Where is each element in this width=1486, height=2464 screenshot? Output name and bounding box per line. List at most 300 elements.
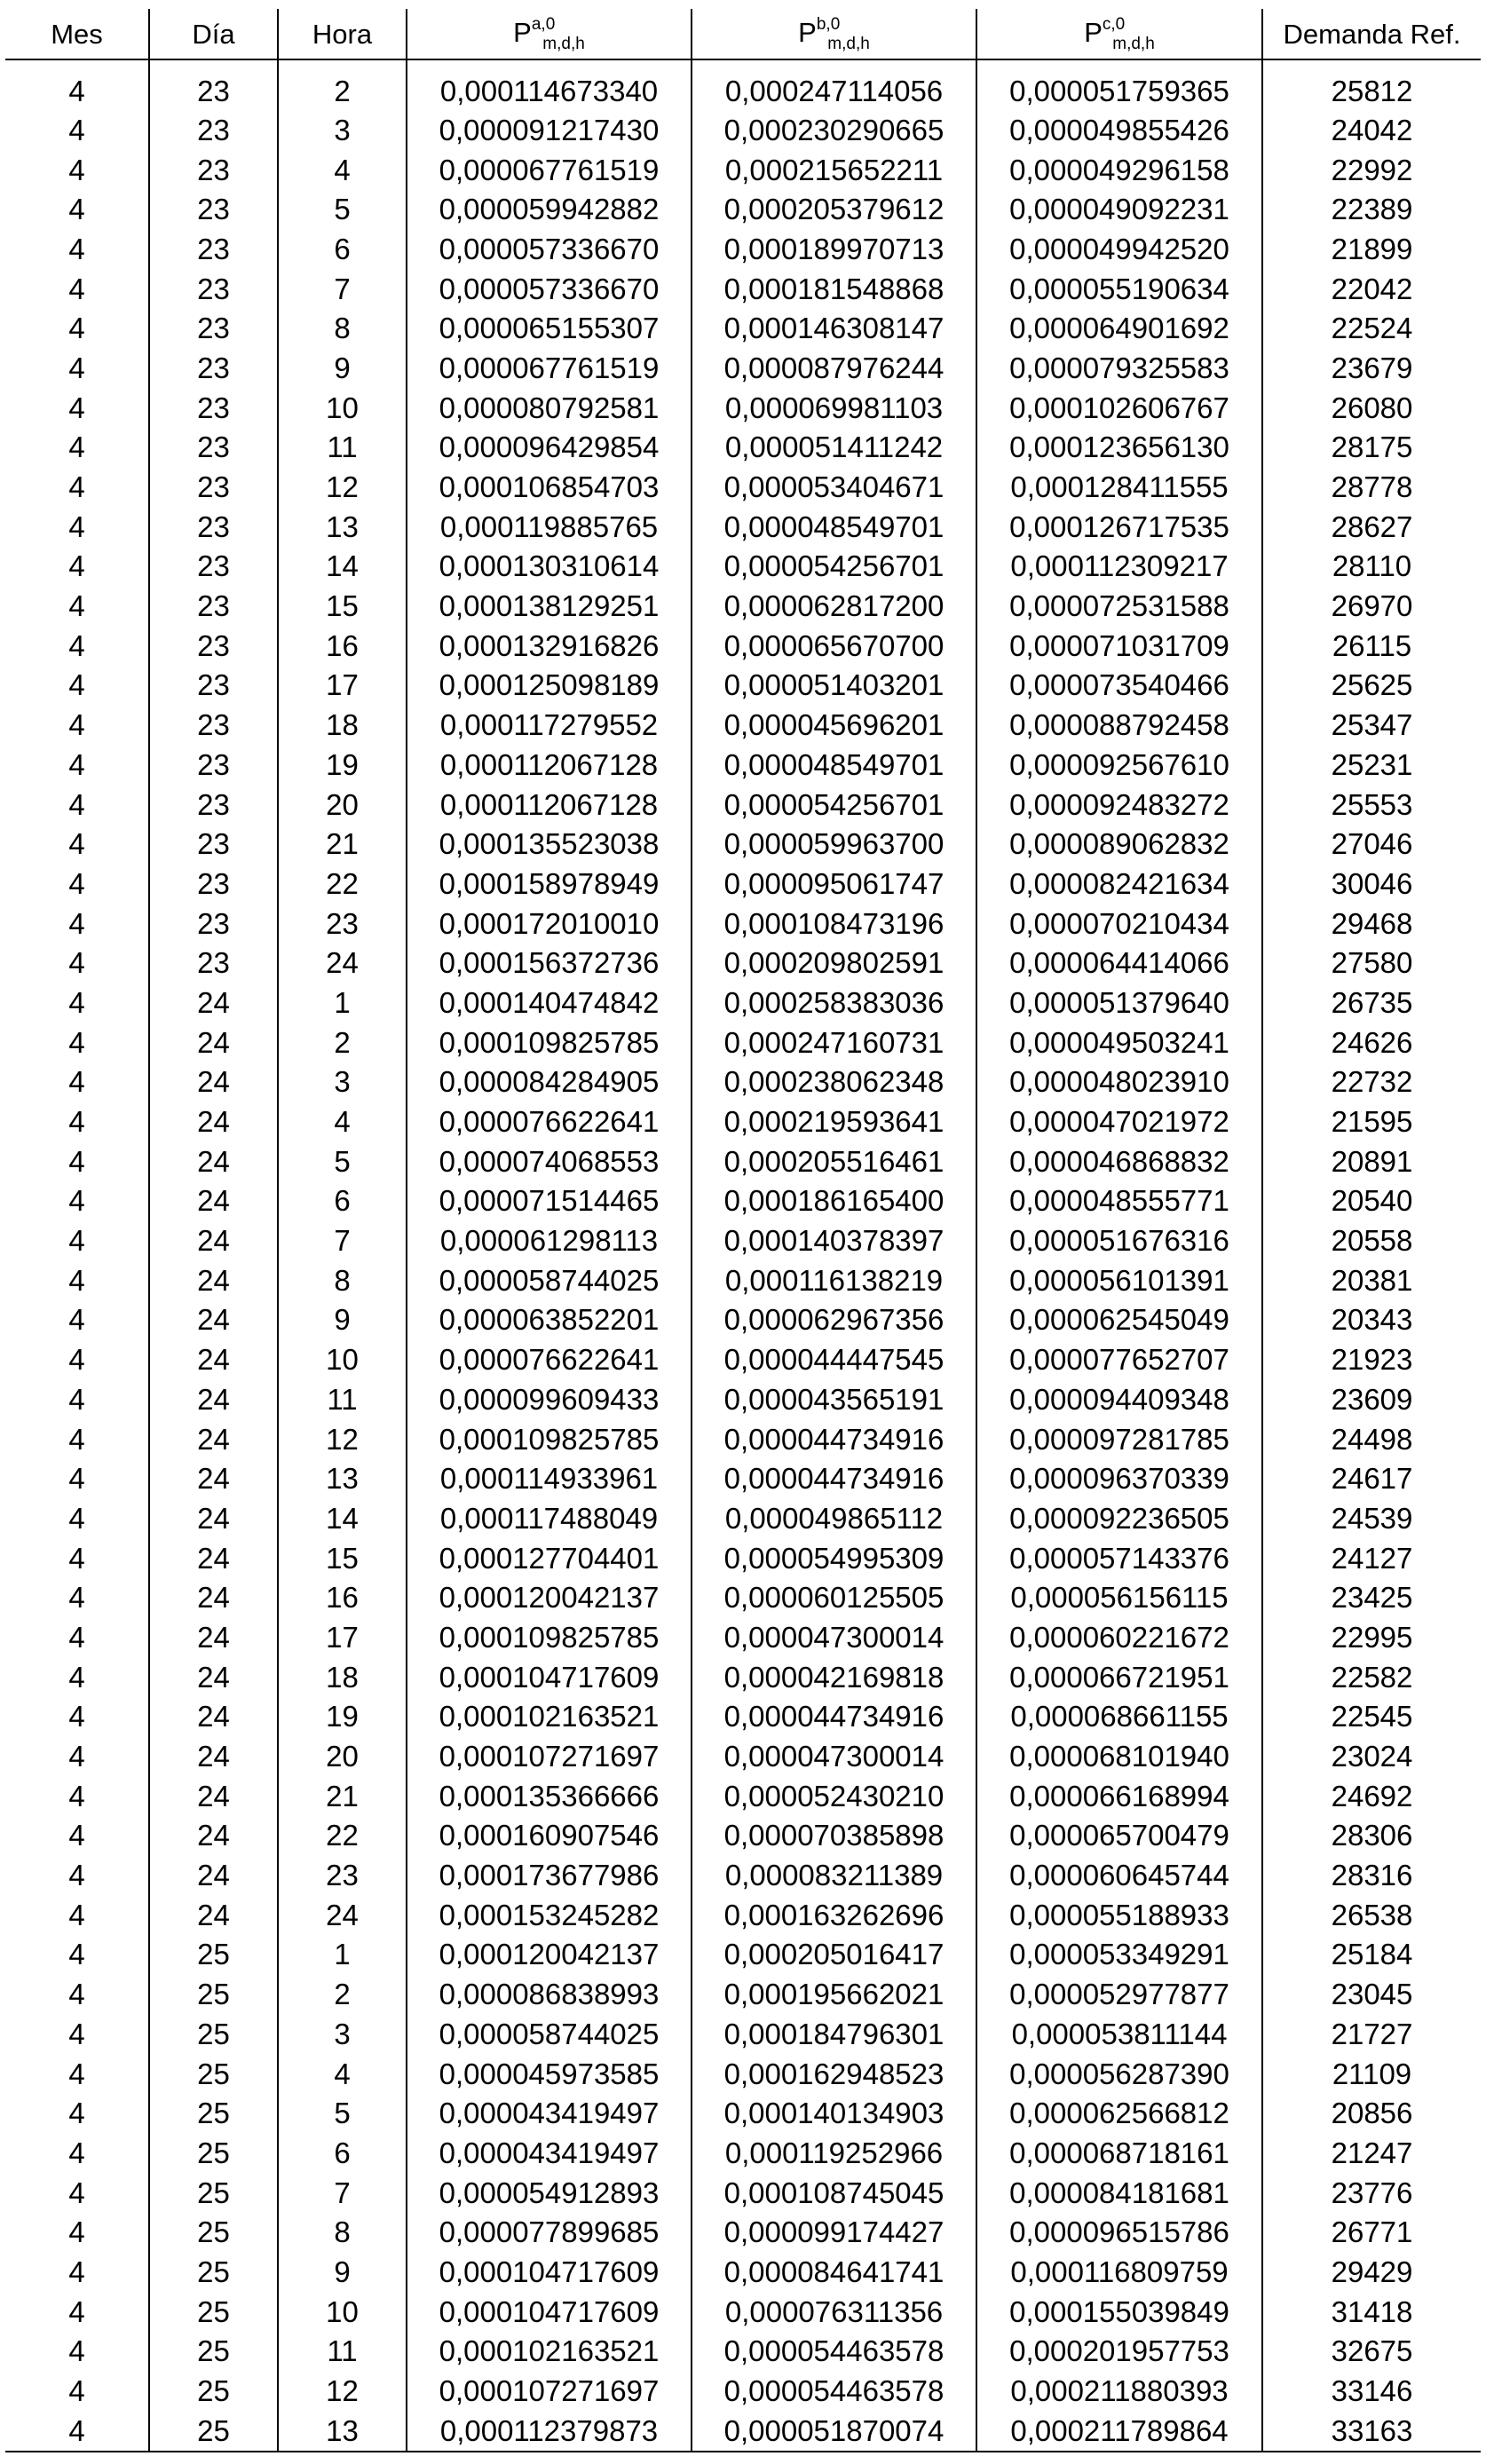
table-row [5, 2411, 1481, 2452]
pb-cell: 0,000065670700 [692, 626, 976, 666]
pc-cell: 0,000051676316 [976, 1220, 1262, 1260]
dia-cell: 23 [149, 666, 278, 706]
table-row [5, 1458, 1481, 1498]
mes-cell: 4 [5, 2411, 149, 2452]
header-demanda: Demanda Ref. [1262, 9, 1481, 59]
dia-cell: 23 [149, 943, 278, 983]
pc-cell: 0,000047021972 [976, 1102, 1262, 1141]
data-table [5, 9, 1481, 2452]
table-row [5, 2173, 1481, 2213]
pc-cell: 0,000053811144 [976, 2014, 1262, 2054]
hora-cell: 10 [278, 1339, 407, 1379]
pa-cell: 0,000074068553 [407, 1141, 692, 1181]
dia-cell: 24 [149, 1300, 278, 1340]
dia-cell: 24 [149, 1816, 278, 1856]
hora-cell: 11 [278, 1379, 407, 1419]
dia-cell: 25 [149, 2014, 278, 2054]
mes-cell: 4 [68, 430, 85, 464]
pc-cell: 0,000128411555 [976, 467, 1262, 507]
hora-cell: 20 [278, 785, 407, 825]
mes-cell: 4 [68, 1898, 85, 1931]
pb-cell: 0,000053404671 [692, 467, 976, 507]
pa-cell: 0,000127704401 [407, 1538, 692, 1578]
mes-cell: 4 [68, 2374, 85, 2408]
pc-cell: 0,000064901692 [976, 308, 1262, 348]
pa-cell: 0,000086838993 [407, 1974, 692, 2014]
hora-cell: 24 [278, 943, 407, 983]
pb-cell: 0,000076311356 [692, 2292, 976, 2332]
header-pb-symbol: P [798, 16, 817, 48]
pb-cell: 0,000219593641 [692, 1102, 976, 1141]
pa-cell: 0,000059942882 [407, 189, 692, 229]
pc-cell: 0,000049092231 [976, 189, 1262, 229]
dia-cell: 23 [149, 507, 278, 547]
hora-cell: 19 [278, 745, 407, 785]
demanda-cell: 22524 [1262, 308, 1481, 348]
hora-cell: 19 [278, 1697, 407, 1737]
table-row [5, 904, 1481, 944]
hora-cell: 18 [278, 1657, 407, 1697]
demanda-cell: 21923 [1262, 1339, 1481, 1379]
hora-cell: 6 [278, 229, 407, 269]
pb-cell: 0,000095061747 [692, 864, 976, 904]
table-header [5, 9, 1481, 59]
pa-cell: 0,000058744025 [407, 2014, 692, 2054]
table-row [5, 745, 1481, 785]
hora-cell: 18 [278, 705, 407, 745]
mes-cell: 4 [68, 2294, 85, 2328]
mes-cell: 4 [68, 2334, 85, 2368]
dia-cell: 23 [149, 150, 278, 190]
pa-cell: 0,000114933961 [407, 1458, 692, 1498]
table-row [5, 388, 1481, 428]
mes-cell: 4 [68, 1144, 85, 1178]
dia-cell: 24 [149, 1736, 278, 1776]
pc-cell: 0,000060221672 [976, 1617, 1262, 1657]
dia-cell: 23 [149, 308, 278, 348]
table-row [5, 1419, 1481, 1459]
table-row [5, 59, 1481, 110]
dia-cell: 25 [149, 1935, 278, 1975]
demanda-cell: 23609 [1262, 1379, 1481, 1419]
mes-cell: 4 [68, 1263, 85, 1297]
table-row [5, 507, 1481, 547]
table-row [5, 1181, 1481, 1221]
mes-cell: 4 [68, 153, 85, 186]
pc-cell: 0,000094409348 [976, 1379, 1262, 1419]
mes-cell: 4 [68, 391, 85, 424]
dia-cell: 24 [149, 1657, 278, 1697]
header-mes: Mes [5, 9, 149, 59]
table-row [5, 1141, 1481, 1181]
demanda-cell: 26538 [1262, 1895, 1481, 1935]
pb-cell: 0,000099174427 [692, 2212, 976, 2252]
pc-cell: 0,000049503241 [976, 1023, 1262, 1062]
pb-cell: 0,000054995309 [692, 1538, 976, 1578]
demanda-cell: 23776 [1262, 2173, 1481, 2213]
mes-cell: 4 [68, 2017, 85, 2050]
pa-cell: 0,000076622641 [407, 1339, 692, 1379]
table-row [5, 1617, 1481, 1657]
dia-cell: 24 [149, 1458, 278, 1498]
pa-cell: 0,000173677986 [407, 1855, 692, 1895]
pc-cell: 0,000211789864 [976, 2411, 1262, 2452]
hora-cell: 12 [278, 2371, 407, 2411]
table-row [5, 1935, 1481, 1975]
dia-cell: 24 [149, 1260, 278, 1300]
pc-cell: 0,000064414066 [976, 943, 1262, 983]
pc-cell: 0,000201957753 [976, 2332, 1262, 2372]
pa-cell: 0,000156372736 [407, 943, 692, 983]
pb-cell: 0,000247160731 [692, 1023, 976, 1062]
pa-cell: 0,000158978949 [407, 864, 692, 904]
hora-cell: 22 [278, 864, 407, 904]
header-pc [976, 9, 1262, 59]
demanda-cell: 25231 [1262, 745, 1481, 785]
pc-cell: 0,000082421634 [976, 864, 1262, 904]
pb-cell: 0,000140134903 [692, 2093, 976, 2133]
dia-cell: 24 [149, 1220, 278, 1260]
pb-cell: 0,000062967356 [692, 1300, 976, 1340]
pb-cell: 0,000084641741 [692, 2252, 976, 2292]
mes-cell: 4 [68, 985, 85, 1019]
pc-cell: 0,000068661155 [976, 1697, 1262, 1737]
pc-cell: 0,000077652707 [976, 1339, 1262, 1379]
pb-cell: 0,000048549701 [692, 507, 976, 547]
mes-cell: 4 [68, 1501, 85, 1535]
dia-cell: 23 [149, 785, 278, 825]
demanda-cell: 24692 [1262, 1776, 1481, 1816]
mes-cell: 4 [68, 1184, 85, 1218]
table-row [5, 547, 1481, 587]
mes-cell: 4 [68, 2215, 85, 2249]
hora-cell: 22 [278, 1816, 407, 1856]
dia-cell: 24 [149, 1617, 278, 1657]
pc-cell: 0,000057143376 [976, 1538, 1262, 1578]
demanda-cell: 24539 [1262, 1498, 1481, 1538]
pb-cell: 0,000047300014 [692, 1617, 976, 1657]
demanda-cell: 28778 [1262, 467, 1481, 507]
hora-cell: 21 [278, 824, 407, 864]
pb-cell: 0,000258383036 [692, 983, 976, 1023]
header-hora: Hora [278, 9, 407, 59]
pa-cell: 0,000172010010 [407, 904, 692, 944]
pa-cell: 0,000117488049 [407, 1498, 692, 1538]
hora-cell: 23 [278, 904, 407, 944]
pb-cell: 0,000049865112 [692, 1498, 976, 1538]
pa-cell: 0,000104717609 [407, 2292, 692, 2332]
mes-cell: 4 [68, 113, 85, 146]
mes-cell: 4 [68, 232, 85, 265]
pa-cell: 0,000109825785 [407, 1023, 692, 1062]
pa-cell: 0,000096429854 [407, 428, 692, 468]
hora-cell: 8 [278, 1260, 407, 1300]
pa-cell: 0,000058744025 [407, 1260, 692, 1300]
mes-cell: 4 [68, 2255, 85, 2288]
mes-cell: 4 [68, 1065, 85, 1099]
pa-cell: 0,000120042137 [407, 1577, 692, 1617]
hora-cell: 10 [278, 2292, 407, 2332]
pb-cell: 0,000069981103 [692, 388, 976, 428]
pa-cell: 0,000135523038 [407, 824, 692, 864]
demanda-cell: 28306 [1262, 1816, 1481, 1856]
table-row [5, 1736, 1481, 1776]
pc-cell: 0,000116809759 [976, 2252, 1262, 2292]
hora-cell: 9 [278, 348, 407, 388]
demanda-cell: 26115 [1262, 626, 1481, 666]
pb-cell: 0,000108745045 [692, 2173, 976, 2213]
pb-cell: 0,000043565191 [692, 1379, 976, 1419]
pc-cell: 0,000112309217 [976, 547, 1262, 587]
pb-cell: 0,000062817200 [692, 586, 976, 626]
pb-cell: 0,000205516461 [692, 1141, 976, 1181]
hora-cell: 8 [278, 308, 407, 348]
table-row [5, 824, 1481, 864]
hora-cell: 5 [278, 1141, 407, 1181]
table-row [5, 626, 1481, 666]
pc-cell: 0,000048555771 [976, 1181, 1262, 1221]
mes-cell: 4 [68, 1303, 85, 1337]
pc-cell: 0,000060645744 [976, 1855, 1262, 1895]
mes-cell: 4 [68, 2097, 85, 2130]
table-row [5, 1855, 1481, 1895]
dia-cell: 23 [149, 824, 278, 864]
mes-cell: 4 [68, 1343, 85, 1377]
pb-cell: 0,000205016417 [692, 1935, 976, 1975]
pc-cell: 0,000079325583 [976, 348, 1262, 388]
hora-cell: 12 [278, 467, 407, 507]
dia-cell: 25 [149, 2371, 278, 2411]
pb-cell: 0,000070385898 [692, 1816, 976, 1856]
table-row [5, 428, 1481, 468]
header-pb [692, 9, 976, 59]
pb-cell: 0,000047300014 [692, 1736, 976, 1776]
pa-cell: 0,000054912893 [407, 2173, 692, 2213]
pa-cell: 0,000104717609 [407, 1657, 692, 1697]
header-dia: Día [149, 9, 278, 59]
table-row [5, 110, 1481, 150]
table-row [5, 150, 1481, 190]
hora-cell: 3 [278, 1062, 407, 1102]
hora-cell: 15 [278, 1538, 407, 1578]
pc-cell: 0,000062545049 [976, 1300, 1262, 1340]
table-row [5, 1697, 1481, 1737]
mes-cell: 4 [68, 668, 85, 702]
pc-cell: 0,000073540466 [976, 666, 1262, 706]
mes-cell: 4 [68, 866, 85, 900]
pa-cell: 0,000067761519 [407, 348, 692, 388]
pb-cell: 0,000054463578 [692, 2371, 976, 2411]
dia-cell: 23 [149, 626, 278, 666]
demanda-cell: 21727 [1262, 2014, 1481, 2054]
pa-cell: 0,000130310614 [407, 547, 692, 587]
hora-cell: 16 [278, 1577, 407, 1617]
pc-cell: 0,000051759365 [976, 59, 1262, 110]
pb-cell: 0,000181548868 [692, 269, 976, 309]
dia-cell: 23 [149, 864, 278, 904]
pa-cell: 0,000067761519 [407, 150, 692, 190]
demanda-cell: 23024 [1262, 1736, 1481, 1776]
hora-cell: 14 [278, 547, 407, 587]
demanda-cell: 24498 [1262, 1419, 1481, 1459]
hora-cell: 24 [278, 1895, 407, 1935]
pa-cell: 0,000102163521 [407, 1697, 692, 1737]
hora-cell: 5 [278, 2093, 407, 2133]
hora-cell: 9 [278, 1300, 407, 1340]
demanda-cell: 24626 [1262, 1023, 1481, 1062]
pa-cell: 0,000112067128 [407, 745, 692, 785]
pa-cell: 0,000107271697 [407, 1736, 692, 1776]
demanda-cell: 28316 [1262, 1855, 1481, 1895]
hora-cell: 21 [278, 1776, 407, 1816]
mes-cell: 4 [68, 1938, 85, 1971]
dia-cell: 24 [149, 1379, 278, 1419]
pa-cell: 0,000135366666 [407, 1776, 692, 1816]
pb-cell: 0,000163262696 [692, 1895, 976, 1935]
dia-cell: 24 [149, 1538, 278, 1578]
mes-cell: 4 [68, 1422, 85, 1456]
dia-cell: 23 [149, 547, 278, 587]
table-row [5, 348, 1481, 388]
pb-cell: 0,000060125505 [692, 1577, 976, 1617]
dia-cell: 23 [149, 467, 278, 507]
hora-cell: 7 [278, 269, 407, 309]
pb-cell: 0,000119252966 [692, 2133, 976, 2173]
table-row [5, 1339, 1481, 1379]
pb-cell: 0,000215652211 [692, 150, 976, 190]
pb-cell: 0,000052430210 [692, 1776, 976, 1816]
pc-cell: 0,000049296158 [976, 150, 1262, 190]
pc-cell: 0,000126717535 [976, 507, 1262, 547]
pb-cell: 0,000184796301 [692, 2014, 976, 2054]
pc-cell: 0,000123656130 [976, 428, 1262, 468]
header-pc-symbol: P [1084, 16, 1103, 48]
dia-cell: 25 [149, 2252, 278, 2292]
dia-cell: 24 [149, 1062, 278, 1102]
table-row [5, 586, 1481, 626]
demanda-cell: 22992 [1262, 150, 1481, 190]
table-row [5, 943, 1481, 983]
mes-cell: 4 [68, 470, 85, 504]
mes-cell: 4 [68, 1382, 85, 1416]
demanda-cell: 32675 [1262, 2332, 1481, 2372]
pa-cell: 0,000120042137 [407, 1935, 692, 1975]
pa-cell: 0,000061298113 [407, 1220, 692, 1260]
pc-cell: 0,000068718161 [976, 2133, 1262, 2173]
pa-cell: 0,000138129251 [407, 586, 692, 626]
pc-cell: 0,000056287390 [976, 2054, 1262, 2094]
table-row [5, 705, 1481, 745]
dia-cell: 23 [149, 428, 278, 468]
pa-cell: 0,000114673340 [407, 59, 692, 110]
pa-cell: 0,000080792581 [407, 388, 692, 428]
table-row [5, 2054, 1481, 2094]
dia-cell: 25 [149, 2054, 278, 2094]
table-row [5, 785, 1481, 825]
pc-cell: 0,000062566812 [976, 2093, 1262, 2133]
mes-cell: 4 [68, 1819, 85, 1852]
demanda-cell: 20856 [1262, 2093, 1481, 2133]
demanda-cell: 20381 [1262, 1260, 1481, 1300]
dia-cell: 25 [149, 2332, 278, 2372]
pc-cell: 0,000072531588 [976, 586, 1262, 626]
dia-cell: 23 [149, 59, 278, 110]
hora-cell: 6 [278, 2133, 407, 2173]
pb-cell: 0,000230290665 [692, 110, 976, 150]
pc-cell: 0,000065700479 [976, 1816, 1262, 1856]
hora-cell: 3 [278, 110, 407, 150]
pc-cell: 0,000092236505 [976, 1498, 1262, 1538]
mes-cell: 4 [68, 2176, 85, 2209]
mes-cell: 4 [68, 1660, 85, 1694]
pb-cell: 0,000051403201 [692, 666, 976, 706]
pc-cell: 0,000092567610 [976, 745, 1262, 785]
dia-cell: 23 [149, 388, 278, 428]
dia-cell: 23 [149, 189, 278, 229]
header-pb-superscript: b,0 [816, 14, 841, 34]
mes-cell: 4 [68, 193, 85, 226]
pa-cell: 0,000107271697 [407, 2371, 692, 2411]
hora-cell: 7 [278, 1220, 407, 1260]
demanda-cell: 21899 [1262, 229, 1481, 269]
dia-cell: 24 [149, 983, 278, 1023]
dia-cell: 24 [149, 1498, 278, 1538]
pb-cell: 0,000189970713 [692, 229, 976, 269]
dia-cell: 24 [149, 1023, 278, 1062]
pc-cell: 0,000048023910 [976, 1062, 1262, 1102]
mes-cell: 4 [68, 1025, 85, 1059]
hora-cell: 16 [278, 626, 407, 666]
table-row [5, 1895, 1481, 1935]
mes-cell: 4 [68, 2136, 85, 2169]
pa-cell: 0,000153245282 [407, 1895, 692, 1935]
mes-cell: 4 [68, 1859, 85, 1892]
pa-cell: 0,000043419497 [407, 2133, 692, 2173]
demanda-cell: 28627 [1262, 507, 1481, 547]
hora-cell: 17 [278, 666, 407, 706]
hora-cell: 4 [278, 150, 407, 190]
table-row [5, 189, 1481, 229]
hora-cell: 2 [278, 1023, 407, 1062]
pa-cell: 0,000109825785 [407, 1419, 692, 1459]
table-body [5, 59, 1481, 2452]
header-pc-superscript: c,0 [1102, 14, 1126, 34]
demanda-cell: 21109 [1262, 2054, 1481, 2094]
pa-cell: 0,000112067128 [407, 785, 692, 825]
pc-cell: 0,000096515786 [976, 2212, 1262, 2252]
table-row [5, 1577, 1481, 1617]
mes-cell: 4 [68, 74, 85, 107]
hora-cell: 7 [278, 2173, 407, 2213]
pb-cell: 0,000054256701 [692, 785, 976, 825]
header-pa [407, 9, 692, 59]
demanda-cell: 20540 [1262, 1181, 1481, 1221]
dia-cell: 25 [149, 1974, 278, 2014]
mes-cell: 4 [68, 272, 85, 305]
dia-cell: 23 [149, 110, 278, 150]
table-row [5, 269, 1481, 309]
dia-cell: 24 [149, 1697, 278, 1737]
mes-cell: 4 [68, 509, 85, 543]
dia-cell: 23 [149, 269, 278, 309]
pb-cell: 0,000044734916 [692, 1697, 976, 1737]
mes-cell: 4 [68, 1620, 85, 1654]
pa-cell: 0,000140474842 [407, 983, 692, 1023]
pc-cell: 0,000089062832 [976, 824, 1262, 864]
pc-cell: 0,000092483272 [976, 785, 1262, 825]
hora-cell: 6 [278, 1181, 407, 1221]
pb-cell: 0,000044734916 [692, 1419, 976, 1459]
